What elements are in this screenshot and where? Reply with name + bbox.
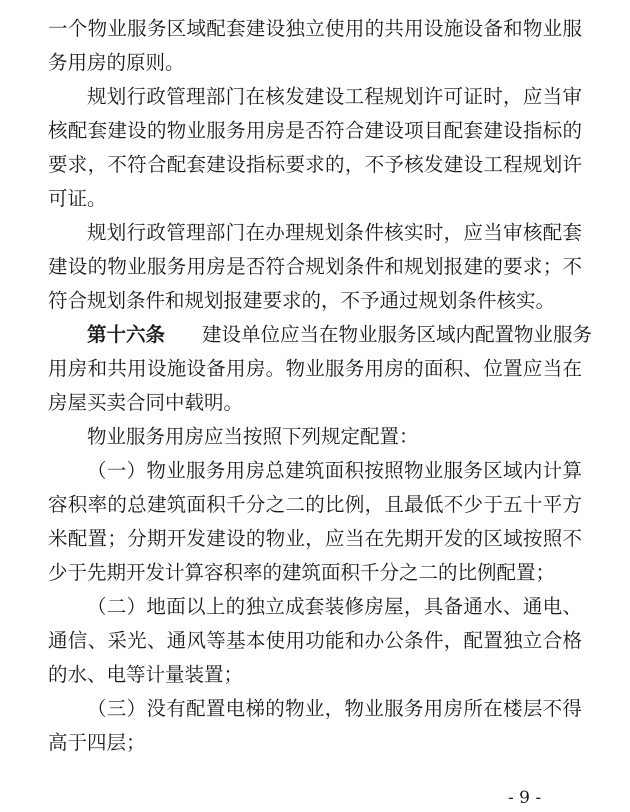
text-line: （三）没有配置电梯的物业，物业服务用房所在楼层不得 <box>87 697 582 720</box>
text-line: 高于四层； <box>48 731 146 754</box>
text-line: 容积率的总建筑面积千分之二的比例，且最低不少于五十平方 <box>48 493 582 516</box>
text-line: 务用房的原则。 <box>48 51 185 74</box>
text-line: 要求，不符合配套建设指标要求的，不予核发建设工程规划许 <box>48 153 582 176</box>
text-line: 规划行政管理部门在核发建设工程规划许可证时，应当审 <box>87 85 582 108</box>
text-line: 建设的物业服务用房是否符合规划条件和规划报建的要求；不 <box>48 255 582 278</box>
text-line: 米配置；分期开发建设的物业，应当在先期开发的区域按照不 <box>48 527 582 550</box>
text-line: （一）物业服务用房总建筑面积按照物业服务区域内计算 <box>87 459 582 482</box>
page-number: - 9 - <box>508 788 542 808</box>
text-line: 房屋买卖合同中载明。 <box>48 391 244 414</box>
text-line: （二）地面以上的独立成套装修房屋，具备通水、通电、 <box>87 595 582 618</box>
text-line: 物业服务用房应当按照下列规定配置： <box>87 425 419 448</box>
text-line: 一个物业服务区域配套建设独立使用的共用设施设备和物业服 <box>48 17 582 40</box>
text-line: 少于先期开发计算容积率的建筑面积千分之二的比例配置； <box>48 561 556 584</box>
text-line: 可证。 <box>48 187 107 210</box>
text-line: 符合规划条件和规划报建要求的，不予通过规划条件核实。 <box>48 289 556 312</box>
text-line: 建设单位应当在物业服务区域内配置物业服务 <box>202 323 593 346</box>
text-line: 通信、采光、通风等基本使用功能和办公条件，配置独立合格 <box>48 629 582 652</box>
text-line: 规划行政管理部门在办理规划条件核实时，应当审核配套 <box>87 221 582 244</box>
text-line: 的水、电等计量装置； <box>48 663 244 686</box>
article-heading: 第十六条 <box>87 323 166 346</box>
text-line: 用房和共用设施设备用房。物业服务用房的面积、位置应当在 <box>48 357 582 380</box>
text-line: 核配套建设的物业服务用房是否符合建设项目配套建设指标的 <box>48 119 582 142</box>
